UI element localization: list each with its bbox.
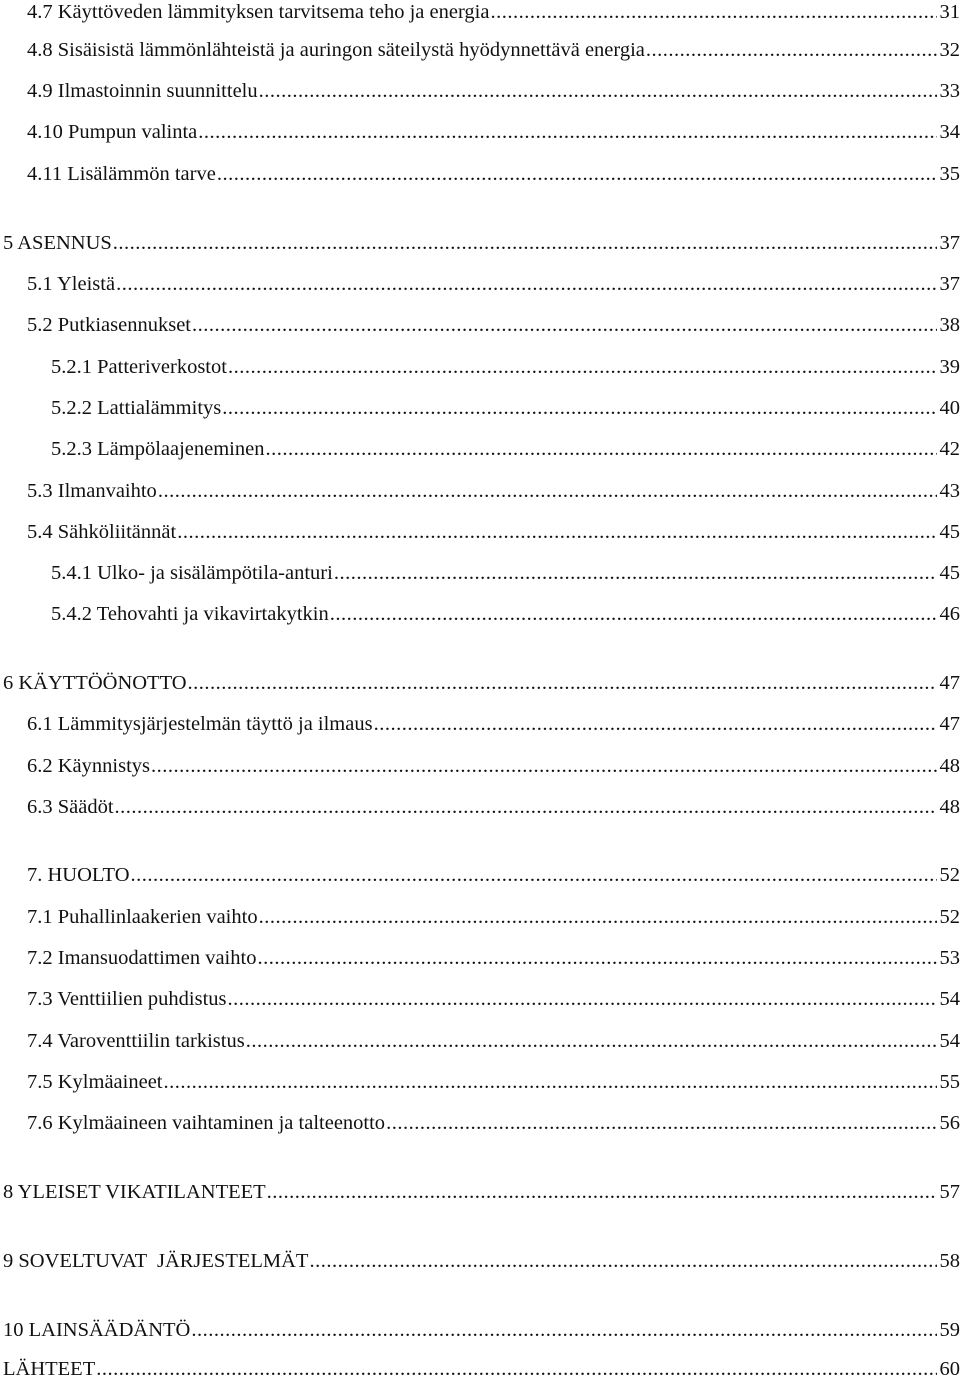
toc-entry-page: 39 (939, 356, 960, 378)
toc-entry[interactable] (27, 944, 960, 972)
toc-entry-label: 5 ASENNUS (3, 232, 112, 254)
leader-dots (192, 311, 937, 339)
toc-entry[interactable] (27, 1027, 960, 1055)
toc-entry[interactable] (3, 1247, 960, 1275)
toc-entry-page: 43 (939, 480, 960, 502)
leader-dots (386, 1109, 937, 1137)
leader-dots (309, 1247, 937, 1275)
leader-dots (257, 944, 937, 972)
toc-entry-label: 6.3 Säädöt (27, 796, 114, 818)
toc-entry-page: 46 (939, 603, 960, 625)
toc-entry[interactable] (27, 36, 960, 64)
toc-entry[interactable] (27, 985, 960, 1013)
toc-entry-label: 7. HUOLTO (27, 864, 130, 886)
toc-entry-label: LÄHTEET (3, 1358, 96, 1380)
toc-entry[interactable] (27, 477, 960, 505)
toc-entry[interactable] (27, 1068, 960, 1096)
toc-entry-label: 4.7 Käyttöveden lämmityksen tarvitsema teho ja energia (27, 1, 490, 23)
toc-entry[interactable] (27, 311, 960, 339)
toc-entry-label: 5.4.1 Ulko- ja sisälämpötila-anturi (51, 562, 333, 584)
toc-entry-label: 4.11 Lisälämmön tarve (27, 163, 216, 185)
leader-dots (267, 1178, 937, 1206)
toc-entry[interactable] (27, 118, 960, 146)
toc-entry-label: 4.9 Ilmastoinnin suunnittelu (27, 80, 258, 102)
toc-entry-page: 35 (939, 163, 960, 185)
toc-entry-label: 5.4 Sähköliitännät (27, 521, 177, 543)
toc-entry-page: 47 (939, 672, 960, 694)
toc-entry-page: 48 (939, 796, 960, 818)
toc-entry[interactable] (27, 77, 960, 105)
leader-dots (228, 353, 937, 381)
toc-entry-page: 55 (939, 1071, 960, 1093)
toc-entry-label: 10 LAINSÄÄDÄNTÖ (3, 1319, 191, 1341)
toc-entry-label: 7.2 Imansuodattimen vaihto (27, 947, 257, 969)
leader-dots (228, 985, 937, 1013)
toc-entry-label: 5.3 Ilmanvaihto (27, 480, 157, 502)
toc-entry-label: 8 YLEISET VIKATILANTEET (3, 1181, 266, 1203)
toc-entry-label: 6.2 Käynnistys (27, 755, 150, 777)
toc-entry-page: 52 (939, 906, 960, 928)
toc-entry-page: 59 (939, 1319, 960, 1341)
toc-entry[interactable] (3, 229, 960, 257)
leader-dots (131, 861, 937, 889)
leader-dots (151, 752, 937, 780)
toc-entry-page: 58 (939, 1250, 960, 1272)
toc-entry[interactable] (27, 0, 960, 26)
leader-dots (191, 1316, 937, 1344)
toc-entry[interactable] (27, 861, 960, 889)
toc-entry-label: 5.2.3 Lämpölaajeneminen (51, 438, 265, 460)
toc-entry[interactable] (3, 1178, 960, 1206)
toc-entry-label: 5.1 Yleistä (27, 273, 116, 295)
toc-entry-label: 4.8 Sisäisistä lämmönlähteistä ja auringon säteilystä hyödynnettävä energia (27, 39, 645, 61)
toc-entry-label: 6 KÄYTTÖÖNOTTO (3, 672, 187, 694)
toc-entry-page: 54 (939, 988, 960, 1010)
toc-entry[interactable] (27, 903, 960, 931)
toc-entry-label: 7.3 Venttiilien puhdistus (27, 988, 227, 1010)
leader-dots (265, 435, 937, 463)
toc-entry[interactable] (27, 518, 960, 546)
leader-dots (246, 1027, 937, 1055)
toc-entry[interactable] (51, 435, 960, 463)
toc-entry-page: 47 (939, 713, 960, 735)
toc-entry-page: 37 (939, 273, 960, 295)
toc-entry-page: 45 (939, 521, 960, 543)
toc-entry[interactable] (51, 600, 960, 628)
toc-entry-label: 5.2.2 Lattialämmitys (51, 397, 222, 419)
leader-dots (115, 793, 937, 821)
toc-entry-page: 48 (939, 755, 960, 777)
toc-entry-label: 5.4.2 Tehovahti ja vikavirtakytkin (51, 603, 329, 625)
leader-dots (188, 669, 937, 697)
leader-dots (163, 1068, 937, 1096)
toc-entry-page: 32 (939, 39, 960, 61)
toc-entry-label: 7.5 Kylmäaineet (27, 1071, 163, 1093)
leader-dots (198, 118, 937, 146)
toc-entry-label: 7.1 Puhallinlaakerien vaihto (27, 906, 258, 928)
toc-entry-page: 52 (939, 864, 960, 886)
toc-entry[interactable] (3, 669, 960, 697)
toc-entry[interactable] (27, 160, 960, 188)
leader-dots (113, 229, 937, 257)
leader-dots (158, 477, 937, 505)
toc-entry-page: 42 (939, 438, 960, 460)
leader-dots (330, 600, 937, 628)
toc-entry-label: 9 SOVELTUVAT JÄRJESTELMÄT (3, 1250, 309, 1272)
toc-entry-page: 33 (939, 80, 960, 102)
toc-entry-page: 37 (939, 232, 960, 254)
toc-entry[interactable] (3, 1355, 960, 1383)
toc-entry-page: 31 (939, 1, 960, 23)
toc-entry-page: 57 (939, 1181, 960, 1203)
toc-entry-page: 60 (939, 1358, 960, 1380)
toc-entry[interactable] (27, 270, 960, 298)
toc-entry-label: 5.2 Putkiasennukset (27, 314, 191, 336)
toc-entry[interactable] (51, 353, 960, 381)
toc-entry[interactable] (27, 793, 960, 821)
toc-entry-label: 5.2.1 Patteriverkostot (51, 356, 227, 378)
toc-entry-page: 56 (939, 1112, 960, 1134)
toc-entry-page: 40 (939, 397, 960, 419)
leader-dots (222, 394, 937, 422)
leader-dots (177, 518, 937, 546)
toc-entry[interactable] (27, 1109, 960, 1137)
leader-dots (217, 160, 937, 188)
leader-dots (96, 1355, 937, 1383)
toc-entry-page: 34 (939, 121, 960, 143)
toc-entry-page: 53 (939, 947, 960, 969)
toc-entry-page: 45 (939, 562, 960, 584)
toc-entry-label: 4.10 Pumpun valinta (27, 121, 198, 143)
leader-dots (259, 903, 937, 931)
toc-entry-label: 6.1 Lämmitysjärjestelmän täyttö ja ilmaus (27, 713, 373, 735)
leader-dots (259, 77, 937, 105)
toc-entry-page: 54 (939, 1030, 960, 1052)
toc-entry[interactable] (51, 559, 960, 587)
toc-entry[interactable] (51, 394, 960, 422)
toc-entry-page: 38 (939, 314, 960, 336)
leader-dots (116, 270, 937, 298)
leader-dots (374, 710, 937, 738)
toc-entry-label: 7.6 Kylmäaineen vaihtaminen ja talteenotto (27, 1112, 386, 1134)
leader-dots (490, 0, 937, 26)
toc-entry[interactable] (27, 710, 960, 738)
leader-dots (646, 36, 937, 64)
toc-entry[interactable] (3, 1316, 960, 1344)
toc-entry-label: 7.4 Varoventtiilin tarkistus (27, 1030, 245, 1052)
toc-entry[interactable] (27, 752, 960, 780)
leader-dots (334, 559, 937, 587)
